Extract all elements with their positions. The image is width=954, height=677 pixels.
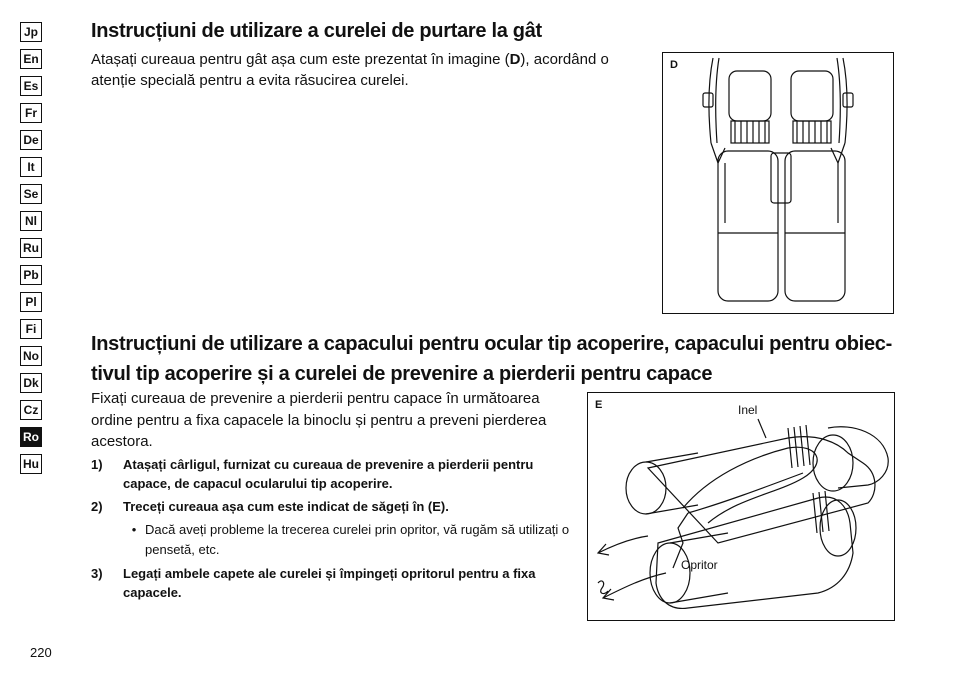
- language-tab-es[interactable]: Es: [20, 76, 42, 96]
- figure-reference: E: [432, 499, 441, 514]
- step-number: 1): [91, 457, 103, 472]
- step-2-note: [123, 520, 581, 560]
- section-body-neck-strap: [91, 49, 646, 91]
- binocular-front-illustration: [663, 53, 893, 313]
- language-tab-en[interactable]: En: [20, 49, 42, 69]
- step-text-part: Treceți cureaua așa cum este indicat de săgeți în (: [123, 499, 433, 514]
- callout-ring: Inel: [738, 403, 758, 417]
- page-number: 220: [30, 645, 52, 660]
- figure-label: E: [595, 399, 603, 411]
- language-tab-fr[interactable]: Fr: [20, 103, 42, 123]
- language-tab-pb[interactable]: Pb: [20, 265, 42, 285]
- language-tab-se[interactable]: Se: [20, 184, 42, 204]
- note-text: Dacă aveți probleme la trecerea curelei prin opritor, vă rugăm să utilizați o pensetă, etc.: [145, 522, 570, 557]
- language-tab-hu[interactable]: Hu: [20, 454, 42, 474]
- step-3: [91, 564, 581, 602]
- language-tab-it[interactable]: It: [20, 157, 42, 177]
- figure-e-caps-strap: [587, 392, 895, 621]
- language-tab-dk[interactable]: Dk: [20, 373, 42, 393]
- section-title-caps: Instrucțiuni de utilizare a capacului pentru ocular tip acoperire, capacului pentru obiec-tivul tip acoperire și a curelei de prevenire a pierderii pentru capace: [91, 333, 892, 385]
- language-tab-ro[interactable]: Ro: [20, 427, 42, 447]
- section-intro-caps: Fixați cureaua de prevenire a pierderii pentru capace în următoarea ordine pentru a fixa capacele la binoclu și pentru a preveni pierderea acestora.: [91, 390, 547, 450]
- step-1: [91, 455, 581, 493]
- language-tab-ru[interactable]: Ru: [20, 238, 42, 258]
- step-number: 2): [91, 499, 103, 514]
- language-tab-jp[interactable]: Jp: [20, 22, 42, 42]
- figure-reference: D: [509, 51, 521, 68]
- step-text: Atașați cârligul, furnizat cu cureaua de prevenire a pierderii pentru capace, de capacul ocularului tip acoperire.: [123, 457, 534, 491]
- instruction-steps: [91, 455, 581, 606]
- language-tab-pl[interactable]: Pl: [20, 292, 42, 312]
- figure-d-binocular-neck-strap: [662, 52, 894, 314]
- language-tab-nl[interactable]: Nl: [20, 211, 42, 231]
- language-tab-no[interactable]: No: [20, 346, 42, 366]
- step-text-part: ).: [440, 499, 449, 514]
- body-text: ), acordând o atenție specială pentru a evita răsucirea curelei.: [91, 51, 609, 89]
- step-text: [123, 497, 449, 516]
- section-title-neck-strap: Instrucțiuni de utilizare a curelei de purtare la gât: [91, 20, 542, 42]
- step-number: 3): [91, 566, 103, 581]
- language-tab-cz[interactable]: Cz: [20, 400, 42, 420]
- step-text: Legați ambele capete ale curelei și împingeți opritorul pentru a fixa capacele.: [123, 566, 536, 600]
- figure-label: D: [670, 59, 678, 71]
- step-2: [91, 497, 581, 516]
- body-text: Atașați cureaua pentru gât așa cum este prezentat în imagine (: [91, 51, 510, 68]
- callout-stopper: Opritor: [681, 558, 718, 572]
- language-tab-fi[interactable]: Fi: [20, 319, 42, 339]
- language-tab-de[interactable]: De: [20, 130, 42, 150]
- binocular-caps-illustration: [588, 393, 894, 620]
- language-tabs: [20, 22, 44, 481]
- bullet-dot: •: [131, 522, 137, 537]
